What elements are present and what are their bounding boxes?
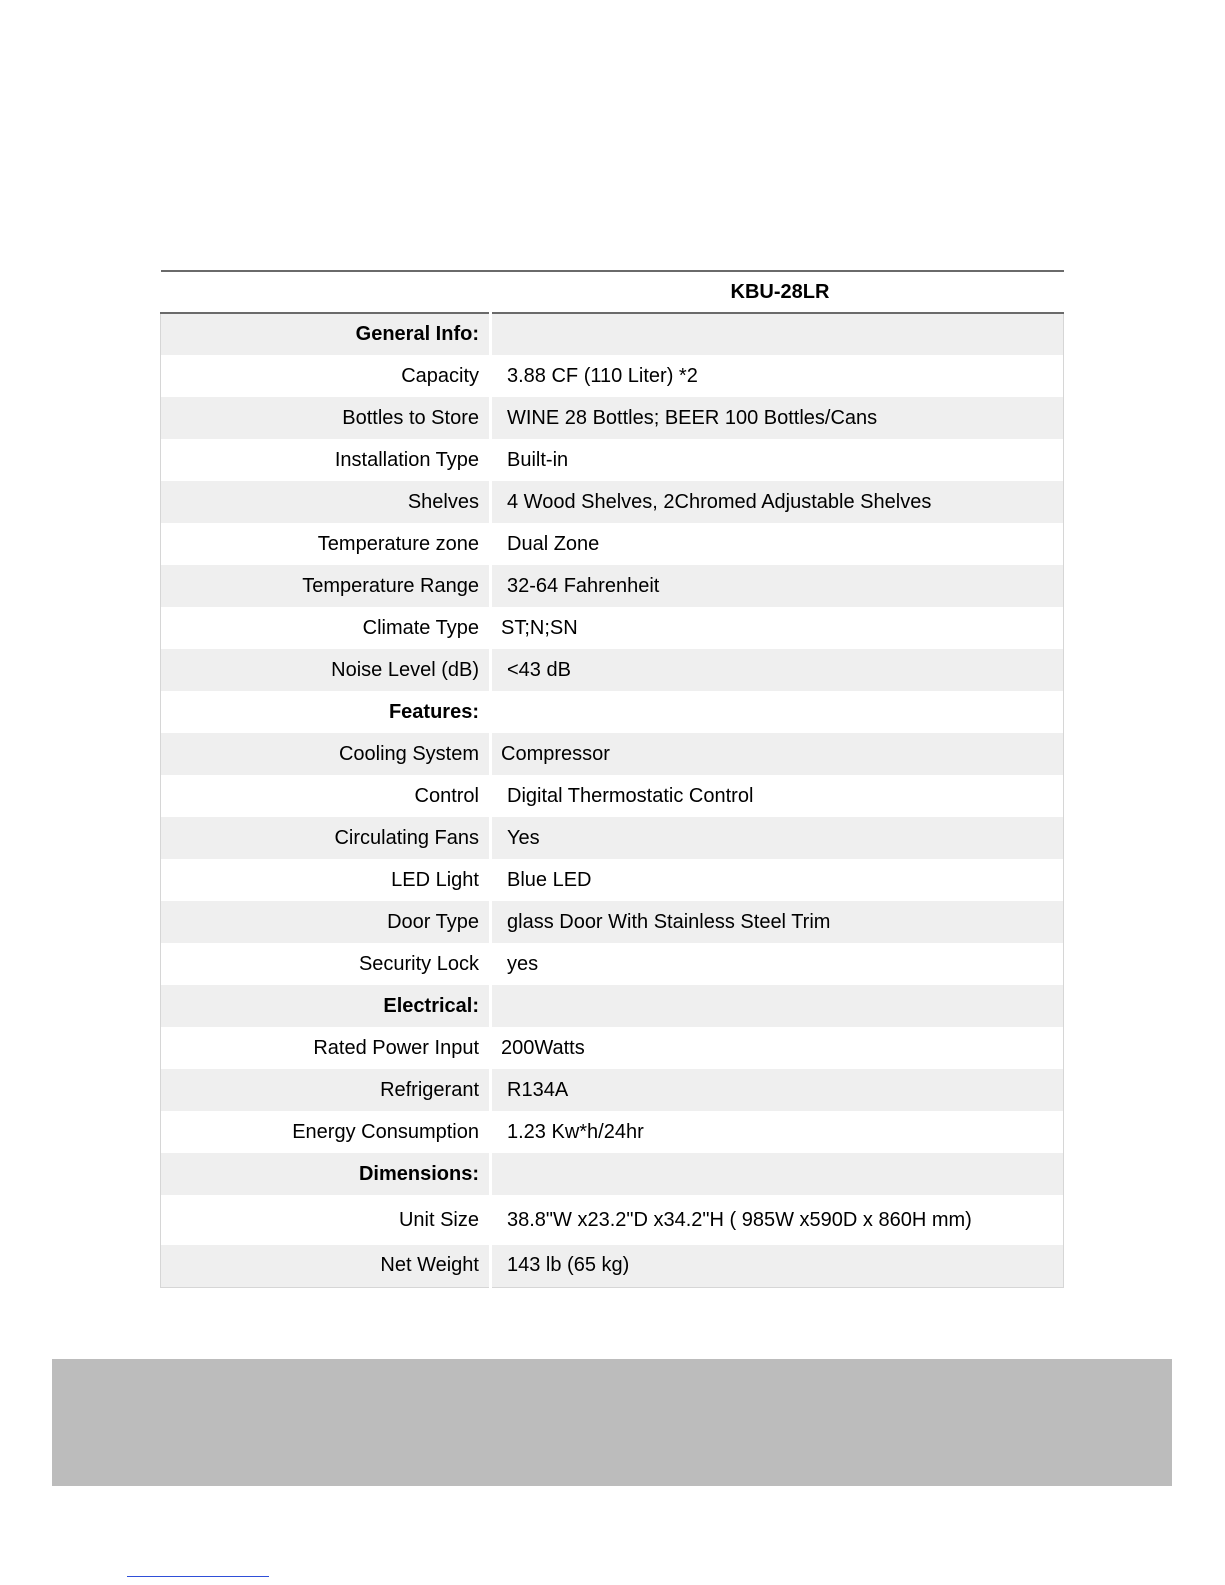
spec-value: 32-64 Fahrenheit — [491, 565, 1064, 607]
spec-label: LED Light — [161, 859, 491, 901]
spec-value: Yes — [491, 817, 1064, 859]
spec-row-climate-type — [161, 607, 1064, 649]
spec-value — [491, 313, 1064, 355]
spec-value: ST;N;SN — [491, 607, 1064, 649]
spec-label: Unit Size — [161, 1195, 491, 1245]
spec-label: Refrigerant — [161, 1069, 491, 1111]
spec-row-capacity — [161, 355, 1064, 397]
spec-value: 1.23 Kw*h/24hr — [491, 1111, 1064, 1153]
spec-row-shelves — [161, 481, 1064, 523]
spec-label: Net Weight — [161, 1245, 491, 1287]
section-label: Electrical: — [161, 985, 491, 1027]
spec-label: Security Lock — [161, 943, 491, 985]
section-row-electrical — [161, 985, 1064, 1027]
section-label: Features: — [161, 691, 491, 733]
spec-row-circulating-fans — [161, 817, 1064, 859]
spec-row-installation-type — [161, 439, 1064, 481]
spec-value: WINE 28 Bottles; BEER 100 Bottles/Cans — [491, 397, 1064, 439]
spec-value: yes — [491, 943, 1064, 985]
footer-link-underline[interactable] — [127, 1576, 269, 1577]
spec-row-security-lock — [161, 943, 1064, 985]
spec-value — [491, 1153, 1064, 1195]
spec-value: Dual Zone — [491, 523, 1064, 565]
section-label: General Info: — [161, 313, 491, 355]
spec-row-energy-consumption — [161, 1111, 1064, 1153]
spec-row-control — [161, 775, 1064, 817]
spec-value — [491, 691, 1064, 733]
spec-row-rated-power-input — [161, 1027, 1064, 1069]
spec-row-bottles — [161, 397, 1064, 439]
spec-row-refrigerant — [161, 1069, 1064, 1111]
spec-value: <43 dB — [491, 649, 1064, 691]
spec-label: Circulating Fans — [161, 817, 491, 859]
spec-value: 38.8"W x23.2"D x34.2"H ( 985W x590D x 860H mm) — [491, 1195, 1064, 1245]
footer-band — [52, 1359, 1172, 1486]
spec-label: Capacity — [161, 355, 491, 397]
section-row-features — [161, 691, 1064, 733]
spec-row-unit-size — [161, 1195, 1064, 1245]
spec-label: Shelves — [161, 481, 491, 523]
spec-label: Climate Type — [161, 607, 491, 649]
spec-value: glass Door With Stainless Steel Trim — [491, 901, 1064, 943]
spec-row-cooling-system — [161, 733, 1064, 775]
spec-value: Built-in — [491, 439, 1064, 481]
spec-value: 143 lb (65 kg) — [491, 1245, 1064, 1287]
spec-row-net-weight — [161, 1245, 1064, 1287]
spec-value: 200Watts — [491, 1027, 1064, 1069]
spec-row-temperature-zone — [161, 523, 1064, 565]
header-label-cell — [161, 271, 491, 313]
section-row-dimensions — [161, 1153, 1064, 1195]
section-label: Dimensions: — [161, 1153, 491, 1195]
spec-label: Rated Power Input — [161, 1027, 491, 1069]
spec-label: Cooling System — [161, 733, 491, 775]
spec-label: Temperature zone — [161, 523, 491, 565]
section-row-general-info — [161, 313, 1064, 355]
spec-row-noise-level — [161, 649, 1064, 691]
spec-value: 3.88 CF (110 Liter) *2 — [491, 355, 1064, 397]
model-name: KBU-28LR — [491, 271, 1064, 313]
spec-value: Compressor — [491, 733, 1064, 775]
spec-label: Bottles to Store — [161, 397, 491, 439]
spec-table — [160, 270, 1064, 1288]
spec-label: Noise Level (dB) — [161, 649, 491, 691]
spec-label: Installation Type — [161, 439, 491, 481]
spec-label: Door Type — [161, 901, 491, 943]
spec-value: 4 Wood Shelves, 2Chromed Adjustable Shelves — [491, 481, 1064, 523]
spec-row-led-light — [161, 859, 1064, 901]
spec-label: Energy Consumption — [161, 1111, 491, 1153]
spec-value: Blue LED — [491, 859, 1064, 901]
spec-label: Control — [161, 775, 491, 817]
spec-row-temperature-range — [161, 565, 1064, 607]
spec-value: Digital Thermostatic Control — [491, 775, 1064, 817]
spec-row-door-type — [161, 901, 1064, 943]
spec-label: Temperature Range — [161, 565, 491, 607]
spec-value: R134A — [491, 1069, 1064, 1111]
spec-value — [491, 985, 1064, 1027]
spec-table-header — [161, 271, 1064, 313]
